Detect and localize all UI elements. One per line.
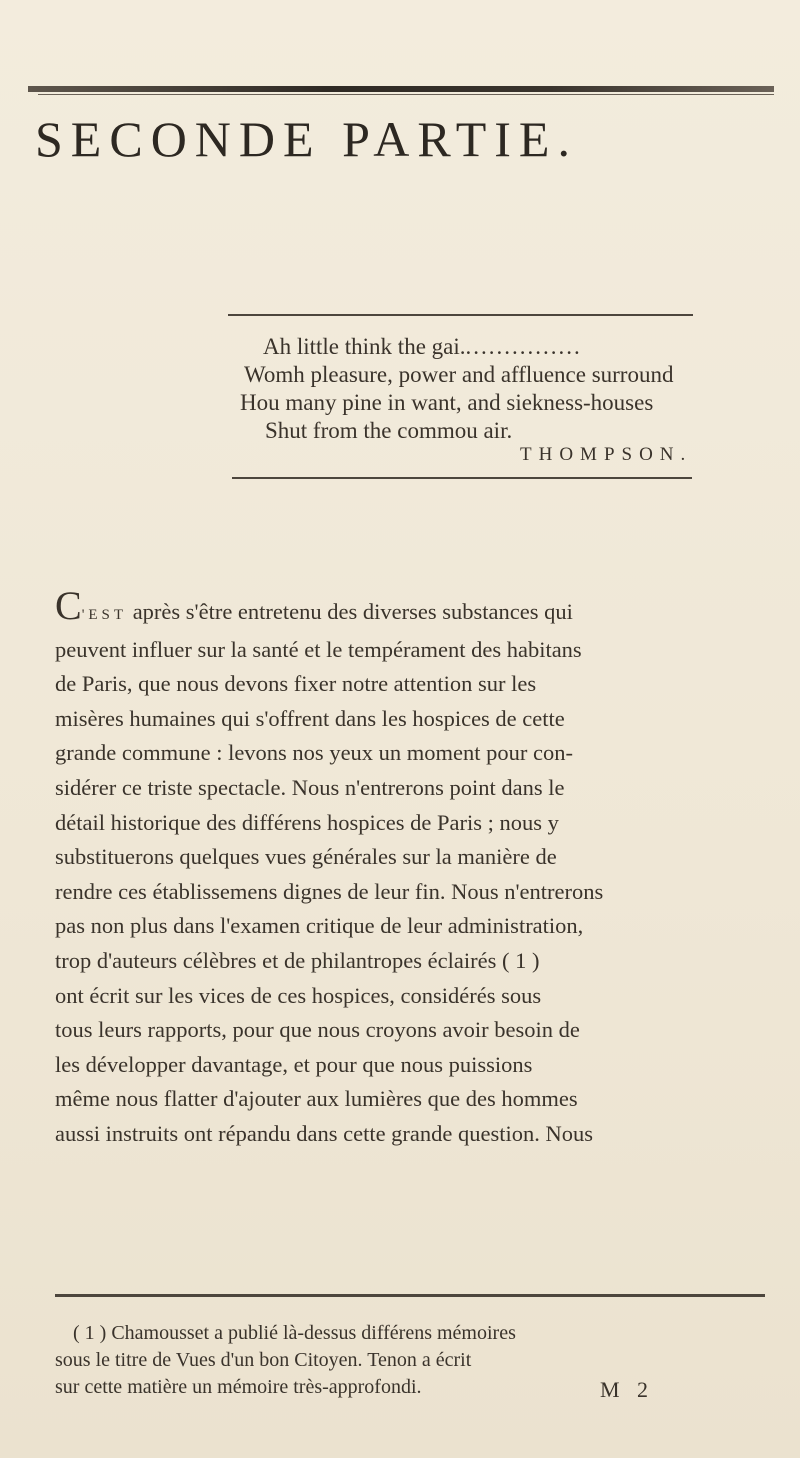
body-line: même nous flatter d'ajouter aux lumières que des hommes — [55, 1086, 578, 1112]
body-line: de Paris, que nous devons fixer notre attention sur les — [55, 671, 537, 697]
epigraph-ellipsis: ............... — [465, 334, 582, 359]
body-line: misères humaines qui s'offrent dans les hospices de cette — [55, 705, 565, 731]
drop-capital: C — [55, 583, 82, 628]
body-line: détail historique des différens hospices de Paris ; nous y — [55, 809, 559, 835]
footnote-line: ( 1 ) Chamousset a publié là-dessus différens mémoires — [73, 1322, 516, 1344]
epigraph-bottom-rule — [232, 477, 692, 479]
body-line: tous leurs rapports, pour que nous croyons avoir besoin de — [55, 1017, 580, 1043]
body-line: les développer davantage, et pour que nous puissions — [55, 1051, 533, 1077]
epigraph-line-1-text: Ah little think the gai. — [263, 334, 466, 359]
body-line: grande commune : levons nos yeux un moment pour con- — [55, 740, 574, 766]
epigraph-author: THOMPSON. — [520, 444, 693, 465]
body-line-1 — [55, 583, 765, 633]
body-line: aussi instruits ont répandu dans cette grande question. Nous — [55, 1120, 594, 1146]
body-line: sidérer ce triste spectacle. Nous n'entrerons point dans le — [55, 774, 565, 800]
body-line: rendre ces établissemens dignes de leur fin. Nous n'entrerons — [55, 878, 604, 904]
epigraph-line-1 — [240, 333, 760, 361]
body-line: substituerons quelques vues générales sur la manière de — [55, 844, 557, 870]
epigraph — [240, 333, 760, 445]
small-caps-opening: 'EST — [81, 607, 128, 623]
epigraph-line-2: Womh pleasure, power and affluence surround — [244, 362, 674, 387]
body-line-1-rest: après s'être entretenu des diverses substances qui — [127, 599, 573, 624]
ornament-thin-line — [38, 94, 774, 95]
body-line: ont écrit sur les vices de ces hospices, considérés sous — [55, 982, 542, 1008]
body-line: pas non plus dans l'examen critique de leur administration, — [55, 913, 584, 939]
ornament-thick-bar — [28, 86, 774, 92]
body-line: peuvent influer sur la santé et le tempérament des habitans — [55, 636, 582, 662]
footnote-line: sur cette matière un mémoire très-approfondi. — [55, 1376, 422, 1398]
footnote — [55, 1320, 765, 1401]
part-title: SECONDE PARTIE. — [35, 111, 578, 167]
signature-mark: M 2 — [600, 1377, 655, 1402]
main-text — [55, 583, 765, 1152]
epigraph-line-4: Shut from the commou air. — [265, 418, 513, 443]
header-ornament-rule — [28, 82, 774, 96]
footnote-line: sous le titre de Vues d'un bon Citoyen. Tenon a écrit — [55, 1349, 472, 1371]
footnote-separator-rule — [55, 1294, 765, 1297]
body-line: trop d'auteurs célèbres et de philantropes éclairés ( 1 ) — [55, 947, 540, 973]
epigraph-line-3: Hou many pine in want, and siekness-houses — [240, 390, 654, 415]
epigraph-top-rule — [228, 314, 693, 316]
